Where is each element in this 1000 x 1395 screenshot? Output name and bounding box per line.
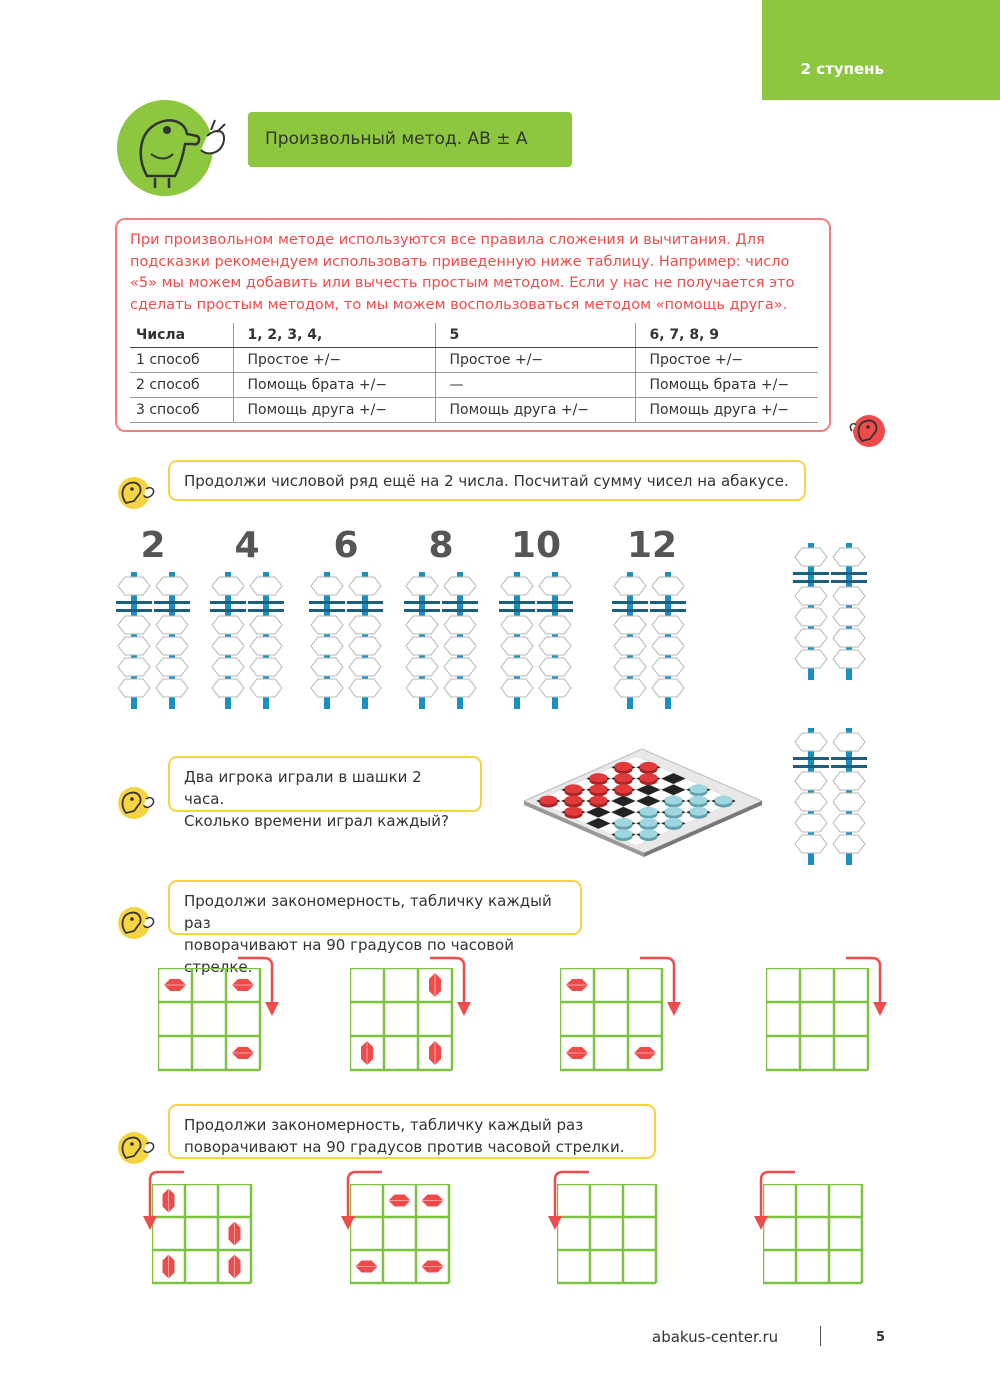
table-header: Числа xyxy=(130,323,233,347)
table-row xyxy=(130,347,818,372)
abacus-icon xyxy=(308,572,388,712)
abacus-icon xyxy=(792,728,872,868)
sequence-number: 6 xyxy=(333,525,359,566)
rotate-clockwise-arrow-icon xyxy=(230,956,290,1026)
sequence-number: 8 xyxy=(428,525,454,566)
table-cell: Помощь друга +/− xyxy=(435,397,635,422)
abacus-icon xyxy=(115,572,195,712)
task3-box xyxy=(168,880,582,976)
sequence-number: 4 xyxy=(234,525,260,566)
task3-line2: поворачивают на 90 градусов по часовой стрелке. xyxy=(184,936,514,976)
table-cell: 2 способ xyxy=(130,372,233,397)
hint-text: При произвольном методе используются все правила сложения и вычитания. Для подсказки рекомендуем использовать приведенную ниже таблицу. Например: число «5» мы можем добавить или вычесть простым методом. Если у нас не получается это сделать простым методом, то мы можем воспользоваться методом «помощь друга». xyxy=(130,232,795,313)
method-table xyxy=(130,323,818,423)
task2-line1: Два игрока играли в шашки 2 часа. xyxy=(184,768,422,808)
title-banner xyxy=(248,112,572,167)
yellow-parrot-icon xyxy=(116,1130,156,1166)
rotate-counterclockwise-arrow-icon xyxy=(330,1170,390,1240)
abacus-icon xyxy=(403,572,483,712)
task2-line2: Сколько времени играл каждый? xyxy=(184,812,449,830)
red-parrot-icon xyxy=(848,413,886,449)
yellow-parrot-icon xyxy=(116,785,156,821)
footer-divider xyxy=(820,1326,821,1346)
table-header: 5 xyxy=(435,323,635,347)
page-title: Произвольный метод. АВ ± А xyxy=(265,129,528,149)
checkers-board-illustration xyxy=(522,745,764,857)
table-header-row xyxy=(130,323,818,347)
footer-site: abakus-center.ru xyxy=(652,1328,779,1346)
table-cell: Простое +/− xyxy=(435,347,635,372)
level-badge xyxy=(762,0,1000,100)
task2-box xyxy=(168,756,482,830)
abacus-icon xyxy=(611,572,691,712)
rotate-clockwise-arrow-icon xyxy=(838,956,898,1026)
task4-box xyxy=(168,1104,656,1159)
abacus-icon xyxy=(209,572,289,712)
table-cell: — xyxy=(435,372,635,397)
table-row xyxy=(130,397,818,422)
sequence-number: 12 xyxy=(626,525,678,566)
table-cell: Простое +/− xyxy=(233,347,435,372)
yellow-parrot-icon xyxy=(116,475,156,511)
task4-line2: поворачивают на 90 градусов против часовой стрелки. xyxy=(184,1138,625,1156)
rotate-clockwise-arrow-icon xyxy=(632,956,692,1026)
rotate-clockwise-arrow-icon xyxy=(422,956,482,1026)
table-header: 1, 2, 3, 4, xyxy=(233,323,435,347)
table-cell: Помощь друга +/− xyxy=(233,397,435,422)
abacus-icon xyxy=(792,543,872,683)
table-header: 6, 7, 8, 9 xyxy=(635,323,818,347)
task1-box xyxy=(168,460,806,501)
rotate-counterclockwise-arrow-icon xyxy=(132,1170,192,1240)
level-label: 2 ступень xyxy=(800,60,884,78)
rotate-counterclockwise-arrow-icon xyxy=(537,1170,597,1240)
hint-box xyxy=(115,218,831,432)
table-cell: Помощь брата +/− xyxy=(233,372,435,397)
table-row xyxy=(130,372,818,397)
page-number: 5 xyxy=(876,1330,886,1345)
rotate-counterclockwise-arrow-icon xyxy=(743,1170,803,1240)
task3-line1: Продолжи закономерность, табличку каждый раз xyxy=(184,892,552,932)
table-cell: Помощь брата +/− xyxy=(635,372,818,397)
abacus-icon xyxy=(498,572,578,712)
table-cell: Помощь друга +/− xyxy=(635,397,818,422)
yellow-parrot-icon xyxy=(116,905,156,941)
table-cell: 3 способ xyxy=(130,397,233,422)
parrot-mascot-icon xyxy=(115,98,233,198)
task4-line1: Продолжи закономерность, табличку каждый раз xyxy=(184,1116,584,1134)
sequence-number: 2 xyxy=(140,525,166,566)
task1-text: Продолжи числовой ряд ещё на 2 числа. Посчитай сумму чисел на абакусе. xyxy=(184,472,789,490)
table-cell: Простое +/− xyxy=(635,347,818,372)
table-cell: 1 способ xyxy=(130,347,233,372)
sequence-number: 10 xyxy=(510,525,562,566)
